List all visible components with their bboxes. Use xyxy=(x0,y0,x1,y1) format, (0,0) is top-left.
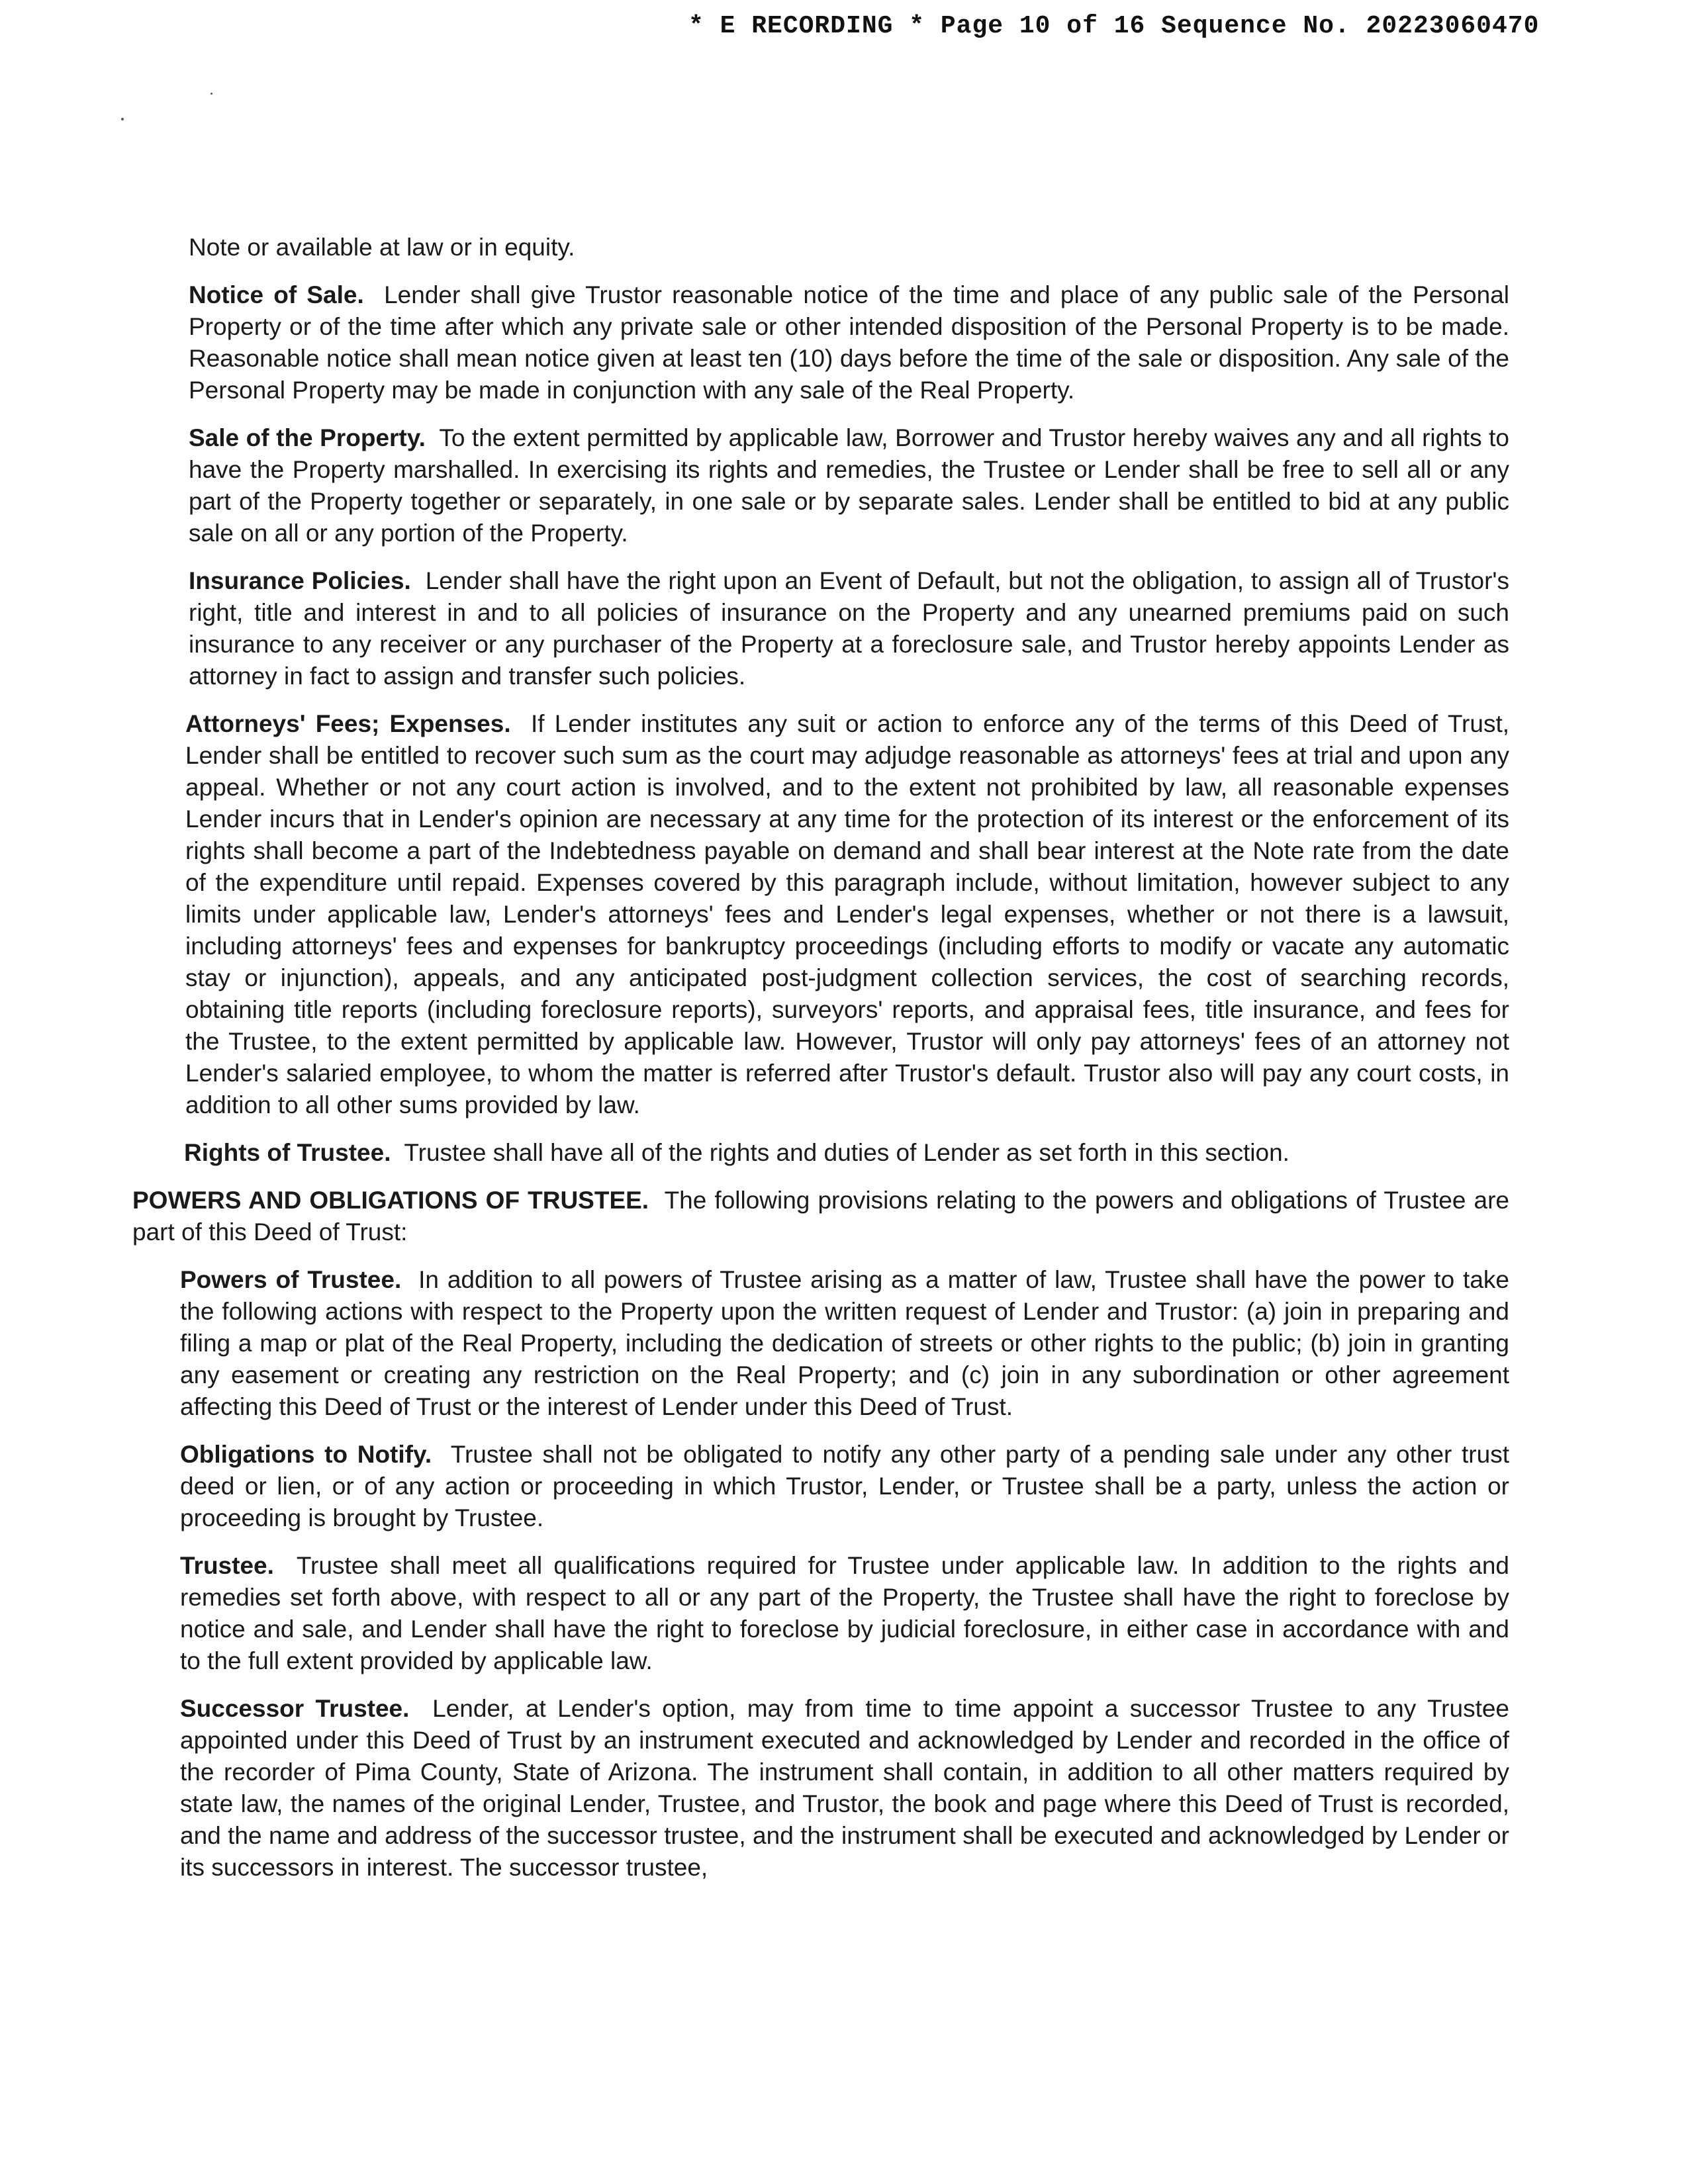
paragraph-title: Insurance Policies. xyxy=(189,567,411,594)
paragraph-trustee xyxy=(132,1550,1509,1677)
paragraph-title: Attorneys' Fees; Expenses. xyxy=(185,710,511,737)
paragraph-powers-of-trustee xyxy=(132,1264,1509,1423)
paragraph-title: Obligations to Notify. xyxy=(180,1441,432,1468)
paragraph-notice-of-sale xyxy=(132,279,1509,406)
paragraph-title: Powers of Trustee. xyxy=(180,1266,402,1293)
section-heading: POWERS AND OBLIGATIONS OF TRUSTEE. xyxy=(132,1187,649,1214)
scan-speck xyxy=(211,93,212,95)
paragraph-text: Lender shall have the right upon an Event of Default, but not the obligation, to assign all of Trustor's right, title and interest in and to all policies of insurance on the Property and any unearned premiums paid on such insurance to any receiver or any purchaser of the Property at a foreclosure sale, and Trustor hereby appoints Lender as attorney in fact to assign and transfer such policies. xyxy=(189,567,1509,690)
paragraph-sale-of-property xyxy=(132,422,1509,549)
paragraph-text: Trustee shall not be obligated to notify any other party of a pending sale under any other trust deed or lien, or of any action or proceeding in which Trustor, Lender, or Trustee shall be a party, unless the action or proceeding is brought by Trustee. xyxy=(180,1441,1509,1531)
scan-speck xyxy=(121,118,124,120)
paragraph-insurance-policies xyxy=(132,565,1509,692)
paragraph-text: Trustee shall meet all qualifications required for Trustee under applicable law. In addition to the rights and remedies set forth above, with respect to all or any part of the Property, the Trustee shall have the right to foreclose by notice and sale, and Lender shall have the right to foreclose by judicial foreclosure, in either case in accordance with and to the full extent provided by applicable law. xyxy=(180,1552,1509,1674)
paragraph-text: Lender, at Lender's option, may from time to time appoint a successor Trustee to any Trustee appointed under this Deed of Trust by an instrument executed and acknowledged by Lender and recorded in the office of the recorder of Pima County, State of Arizona. The instrument shall contain, in addition to all other matters required by state law, the names of the original Lender, Trustee, and Trustor, the book and page where this Deed of Trust is recorded, and the name and address of the successor trustee, and the instrument shall be executed and acknowledged by Lender or its successors in interest. The successor trustee, xyxy=(180,1695,1510,1881)
paragraph-continuation xyxy=(132,232,1509,263)
paragraph-attorneys-fees xyxy=(132,708,1509,1121)
paragraph-text: Trustee shall have all of the rights and duties of Lender as set forth in this section. xyxy=(404,1139,1289,1166)
paragraph-text: If Lender institutes any suit or action to enforce any of the terms of this Deed of Trust, Lender shall be entitled to recover such sum as the court may adjudge reasonable as attorneys' fees at trial and upon any appeal. Whether or not any court action is involved, and to the extent not prohibited by law, all reasonable expenses Lender incurs that in Lender's opinion are necessary at any time for the protection of its interest or the enforcement of its rights shall become a part of the Indebtedness payable on demand and shall bear interest at the Note rate from the date of the expenditure until repaid. Expenses covered by this paragraph include, without limitation, however subject to any limits under applicable law, Lender's attorneys' fees and Lender's legal expenses, whether or not there is a lawsuit, including attorneys' fees and expenses for bankruptcy proceedings (including efforts to modify or vacate any automatic stay or injunction), appeals, and any anticipated post-judgment collection services, the cost of searching records, obtaining title reports (including foreclosure reports), surveyors' reports, and appraisal fees, title insurance, and fees for the Trustee, to the extent permitted by applicable law. However, Trustor will only pay attorneys' fees of an attorney not Lender's salaried employee, to whom the matter is referred after Trustor's default. Trustor also will pay any court costs, in addition to all other sums provided by law. xyxy=(185,710,1510,1118)
recording-header: * E RECORDING * Page 10 of 16 Sequence No. 20223060470 xyxy=(688,12,1540,40)
paragraph-obligations-to-notify xyxy=(132,1439,1509,1534)
document-body xyxy=(132,232,1509,1899)
section-powers-and-obligations xyxy=(132,1185,1509,1248)
paragraph-title: Rights of Trustee. xyxy=(184,1139,391,1166)
paragraph-title: Successor Trustee. xyxy=(180,1695,410,1722)
paragraph-text: In addition to all powers of Trustee arising as a matter of law, Trustee shall have the power to take the following actions with respect to the Property upon the written request of Lender and Trustor: (a) join in preparing and filing a map or plat of the Real Property, including the dedication of streets or other rights to the public; (b) join in granting any easement or creating any restriction on the Real Property; and (c) join in any subordination or other agreement affecting this Deed of Trust or the interest of Lender under this Deed of Trust. xyxy=(180,1266,1509,1420)
paragraph-text: To the extent permitted by applicable law, Borrower and Trustor hereby waives any and all rights to have the Property marshalled. In exercising its rights and remedies, the Trustee or Lender shall be free to sell all or any part of the Property together or separately, in one sale or by separate sales. Lender shall be entitled to bid at any public sale on all or any portion of the Property. xyxy=(189,424,1509,547)
paragraph-title: Trustee. xyxy=(180,1552,274,1579)
paragraph-title: Sale of the Property. xyxy=(189,424,426,451)
paragraph-successor-trustee xyxy=(132,1693,1509,1884)
section-text: The following provisions relating to the powers and obligations of Trustee are part of this Deed of Trust: xyxy=(132,1187,1509,1246)
paragraph-rights-of-trustee xyxy=(132,1137,1509,1169)
paragraph-text: Lender shall give Trustor reasonable notice of the time and place of any public sale of the Personal Property or of the time after which any private sale or other intended disposition of the Personal Property is to be made. Reasonable notice shall mean notice given at least ten (10) days before the time of the sale or disposition. Any sale of the Personal Property may be made in conjunction with any sale of the Real Property. xyxy=(189,281,1510,404)
paragraph-title: Notice of Sale. xyxy=(189,281,364,308)
paragraph-text: Note or available at law or in equity. xyxy=(189,234,575,261)
